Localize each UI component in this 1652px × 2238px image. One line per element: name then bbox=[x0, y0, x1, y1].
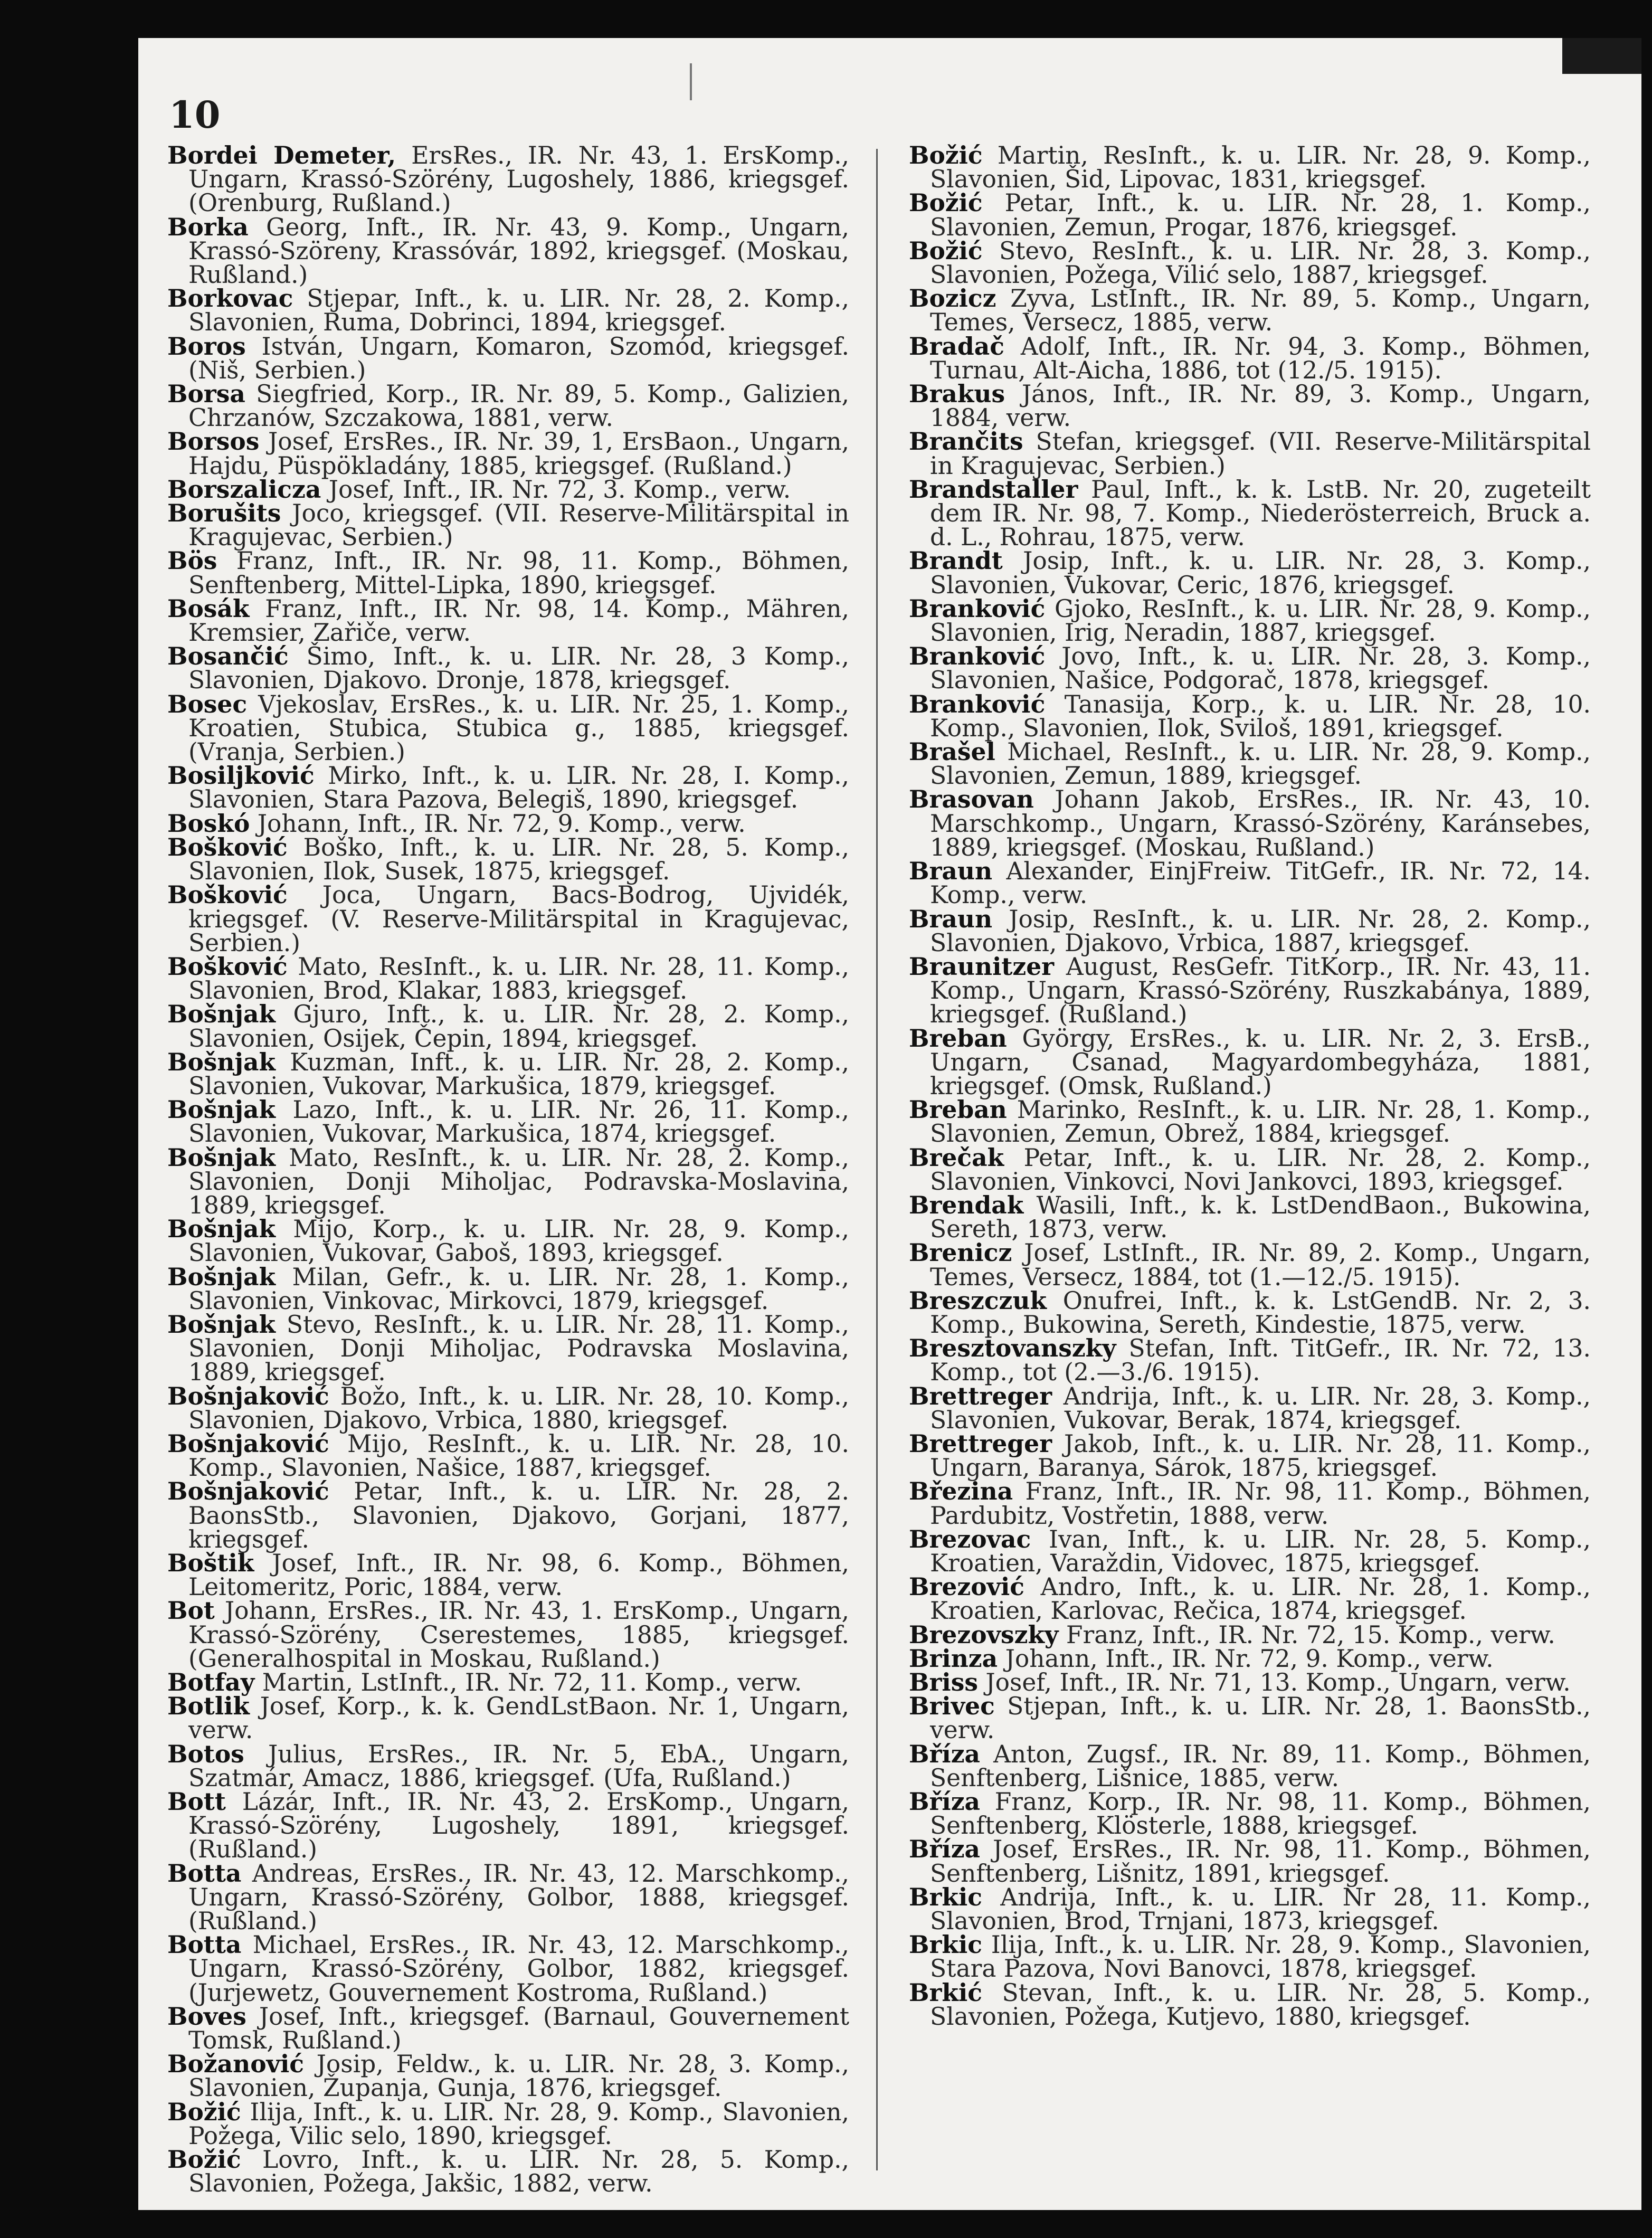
list-entry bbox=[909, 1882, 1591, 1936]
entry-details: Wasili, Inft., k. k. LstDendBaon., Bukowina, Sereth, 1873, verw. bbox=[930, 1191, 1591, 1244]
entry-surname: Bošnjak bbox=[167, 1000, 276, 1029]
list-entry bbox=[167, 832, 849, 886]
entry-surname: Breban bbox=[909, 1023, 1007, 1052]
list-entry bbox=[167, 642, 849, 695]
entry-surname: Botta bbox=[167, 1858, 242, 1888]
entry-details: Lázár, Inft., IR. Nr. 43, 2. ErsKomp., Ungarn, Krassó-Szörény, Lugoshely, 1891, kriegsgef. (Rußland.) bbox=[188, 1788, 849, 1864]
entry-details: Andrija, Inft., k. u. LIR. Nr. 28, 3. Komp., Slavonien, Vukovar, Berak, 1874, kriegsgef. bbox=[930, 1382, 1591, 1434]
list-entry bbox=[909, 1023, 1591, 1100]
list-entry bbox=[167, 1787, 849, 1864]
entry-details: Jakob, Inft., k. u. LIR. Nr. 28, 11. Komp., Ungarn, Baranya, Sárok, 1875, kriegsgef. bbox=[930, 1429, 1591, 1482]
list-entry bbox=[909, 1739, 1591, 1792]
entry-surname: Brasovan bbox=[909, 785, 1034, 814]
entry-details: Josef, Inft., IR. Nr. 98, 6. Komp., Böhmen, Leitomeritz, Poric, 1884, verw. bbox=[188, 1549, 849, 1601]
list-entry bbox=[167, 880, 849, 957]
entry-surname: Botos bbox=[167, 1739, 244, 1768]
entry-surname: Bříza bbox=[909, 1835, 981, 1864]
entry-surname: Bozicz bbox=[909, 284, 996, 313]
entry-surname: Boskó bbox=[167, 809, 250, 838]
entry-surname: Braunitzer bbox=[909, 952, 1055, 981]
entry-surname: Bošković bbox=[167, 832, 288, 861]
list-entry bbox=[167, 141, 849, 217]
entry-surname: Boštik bbox=[167, 1548, 254, 1577]
entry-surname: Božić bbox=[909, 236, 983, 265]
list-entry bbox=[909, 382, 1591, 430]
entry-details: János, Inft., IR. Nr. 89, 3. Komp., Ungarn, 1884, verw. bbox=[930, 380, 1591, 432]
list-entry bbox=[167, 689, 849, 766]
list-entry bbox=[909, 1620, 1591, 1649]
entry-details: Stevo, ResInft., k. u. LIR. Nr. 28, 11. Komp., Slavonien, Donji Miholjac, Podravska Moslavina, 1889, kriegsgef. bbox=[188, 1310, 849, 1387]
list-entry bbox=[167, 1262, 849, 1315]
entry-details: Josef, ErsRes., IR. Nr. 98, 11. Komp., Böhmen, Senftenberg, Lišnitz, 1891, kriegsgef. bbox=[930, 1835, 1591, 1888]
list-entry bbox=[909, 1143, 1591, 1196]
entry-details: Božo, Inft., k. u. LIR. Nr. 28, 10. Komp., Slavonien, Djakovo, Vrbica, 1880, kriegsgef. bbox=[188, 1382, 849, 1434]
entry-surname: Bosiljković bbox=[167, 761, 315, 790]
entry-surname: Bös bbox=[167, 546, 217, 575]
entry-surname: Brkić bbox=[909, 1978, 982, 2007]
entry-details: Franz, Inft., IR. Nr. 72, 15. Komp., verw. bbox=[1066, 1620, 1555, 1649]
entry-surname: Bošnjak bbox=[167, 1262, 276, 1291]
list-entry bbox=[167, 1047, 849, 1100]
entry-details: Mijo, ResInft., k. u. LIR. Nr. 28, 10. Komp., Slavonien, Našice, 1887, kriegsgef. bbox=[188, 1429, 849, 1482]
list-entry bbox=[167, 1002, 849, 1050]
list-entry bbox=[167, 1548, 849, 1601]
entry-details: Mato, ResInft., k. u. LIR. Nr. 28, 11. Komp., Slavonien, Brod, Klakar, 1883, kriegsgef. bbox=[188, 952, 849, 1005]
column-divider bbox=[876, 149, 878, 2170]
entry-details: György, ErsRes., k. u. LIR. Nr. 2, 3. ErsB., Ungarn, Csanad, Magyardombegyháza, 1881, kriegsgef. (Omsk, Rußland.) bbox=[930, 1024, 1591, 1100]
entry-surname: Bosec bbox=[167, 689, 248, 718]
entry-details: Josef, Inft., IR. Nr. 71, 13. Komp., Ungarn, verw. bbox=[985, 1668, 1571, 1696]
list-entry bbox=[909, 785, 1591, 861]
entry-surname: Bošnjaković bbox=[167, 1477, 329, 1506]
entry-details: Michael, ResInft., k. u. LIR. Nr. 28, 9. Komp., Slavonien, Zemun, 1889, kriegsgef. bbox=[930, 738, 1591, 790]
list-entry bbox=[167, 1381, 849, 1434]
entry-details: Stjepar, Inft., k. u. LIR. Nr. 28, 2. Komp., Slavonien, Ruma, Dobrinci, 1894, kriegsgef. bbox=[188, 285, 849, 337]
entry-surname: Bosančić bbox=[167, 642, 289, 671]
entry-surname: Bošnjak bbox=[167, 1095, 276, 1124]
entry-details: Jovo, Inft., k. u. LIR. Nr. 28, 3. Komp., Slavonien, Našice, Podgorač, 1878, kriegsgef. bbox=[930, 642, 1591, 695]
entry-details: Johann, ErsRes., IR. Nr. 43, 1. ErsKomp., Ungarn, Krassó-Szörény, Cserestemes, 1885, kriegsgef. (Generalhospital in Moskau, Rußland.) bbox=[188, 1597, 849, 1673]
entry-surname: Borsos bbox=[167, 427, 260, 456]
entry-details: Josef, ErsRes., IR. Nr. 39, 1, ErsBaon., Ungarn, Hajdu, Püspökladány, 1885, kriegsgef. (Rußland.) bbox=[188, 428, 849, 480]
list-entry bbox=[167, 1310, 849, 1387]
list-entry bbox=[909, 1477, 1591, 1530]
entry-details: Andro, Inft., k. u. LIR. Nr. 28, 1. Komp., Kroatien, Karlovac, Rečica, 1874, kriegsgef. bbox=[930, 1573, 1591, 1625]
entry-surname: Bordei Demeter, bbox=[167, 141, 396, 169]
list-entry bbox=[909, 1334, 1591, 1387]
list-entry bbox=[167, 284, 849, 337]
entry-surname: Bošnjaković bbox=[167, 1381, 329, 1410]
list-entry bbox=[167, 2052, 849, 2100]
list-entry bbox=[167, 1668, 849, 1696]
entry-details: Josef, Inft., IR. Nr. 72, 3. Komp., verw. bbox=[328, 475, 791, 504]
list-entry bbox=[167, 475, 849, 504]
entry-details: Stefan, kriegsgef. (VII. Reserve-Militärspital in Kragujevac, Serbien.) bbox=[930, 428, 1591, 480]
list-entry bbox=[909, 689, 1591, 742]
list-entry bbox=[909, 1190, 1591, 1244]
list-entry bbox=[909, 904, 1591, 957]
list-entry bbox=[909, 642, 1591, 695]
entry-details: Paul, Inft., k. k. LstB. Nr. 20, zugeteilt dem IR. Nr. 98, 7. Komp., Niederösterreich, Bruck a. d. L., Rohrau, 1875, verw. bbox=[930, 475, 1591, 552]
entry-surname: Brinza bbox=[909, 1644, 998, 1673]
entry-surname: Božić bbox=[167, 2145, 241, 2174]
list-entry bbox=[167, 1930, 849, 2007]
entry-surname: Brivec bbox=[909, 1692, 995, 1721]
entry-surname: Bosák bbox=[167, 594, 250, 623]
entry-details: Johann Jakob, ErsRes., IR. Nr. 43, 10. Marschkomp., Ungarn, Krassó-Szörény, Karánsebes, 1889, kriegsgef. (Moskau, Rußland.) bbox=[930, 785, 1591, 861]
entry-details: Boško, Inft., k. u. LIR. Nr. 28, 5. Komp., Slavonien, Ilok, Susek, 1875, kriegsgef. bbox=[188, 833, 849, 886]
list-entry bbox=[167, 427, 849, 480]
list-entry bbox=[909, 1930, 1591, 1983]
entry-details: Franz, Korp., IR. Nr. 98, 11. Komp., Böhmen, Senftenberg, Klösterle, 1888, kriegsgef. bbox=[930, 1788, 1591, 1840]
list-entry bbox=[909, 1286, 1591, 1339]
entry-surname: Branković bbox=[909, 689, 1046, 718]
scan-mark bbox=[690, 63, 692, 100]
entry-details: Ilija, Inft., k. u. LIR. Nr. 28, 9. Komp., Slavonien, Stara Pazova, Novi Banovci, 1878, kriegsgef. bbox=[930, 1931, 1591, 1983]
page-number: 10 bbox=[169, 93, 221, 137]
entry-surname: Brenicz bbox=[909, 1238, 1012, 1267]
entry-surname: Borszalicza bbox=[167, 475, 321, 504]
entry-surname: Brečak bbox=[909, 1143, 1004, 1172]
entry-details: Tanasija, Korp., k. u. LIR. Nr. 28, 10. Komp., Slavonien, Ilok, Sviloš, 1891, kriegsgef. bbox=[930, 690, 1591, 742]
list-entry bbox=[167, 1143, 850, 1219]
left-column bbox=[167, 141, 850, 2198]
entry-surname: Brendak bbox=[909, 1190, 1024, 1219]
entry-surname: Breszczuk bbox=[909, 1286, 1047, 1315]
list-entry bbox=[909, 1572, 1591, 1625]
list-entry bbox=[167, 761, 850, 814]
entry-surname: Bošković bbox=[167, 952, 288, 981]
entry-details: Petar, Inft., k. u. LIR. Nr. 28, 2. Komp., Slavonien, Vinkovci, Novi Jankovci, 1893, kriegsgef. bbox=[930, 1143, 1591, 1196]
entry-surname: Boros bbox=[167, 331, 246, 361]
entry-surname: Brezovac bbox=[909, 1524, 1031, 1553]
entry-surname: Brašel bbox=[909, 737, 995, 766]
list-entry bbox=[909, 1644, 1591, 1673]
entry-surname: Branković bbox=[909, 594, 1046, 623]
list-entry bbox=[909, 952, 1591, 1029]
entry-surname: Bresztovanszky bbox=[909, 1334, 1116, 1363]
list-entry bbox=[167, 1596, 849, 1673]
entry-details: Josip, Inft., k. u. LIR. Nr. 28, 3. Komp., Slavonien, Vukovar, Ceric, 1876, kriegsgef. bbox=[930, 547, 1591, 599]
entry-surname: Branković bbox=[909, 642, 1046, 671]
entry-details: Stevan, Inft., k. u. LIR. Nr. 28, 5. Komp., Slavonien, Požega, Kutjevo, 1880, kriegsgef. bbox=[930, 1978, 1591, 2031]
list-entry bbox=[909, 331, 1591, 384]
list-entry bbox=[167, 499, 849, 552]
list-entry bbox=[167, 1095, 849, 1148]
entry-surname: Bošnjak bbox=[167, 1215, 276, 1244]
list-entry bbox=[909, 1787, 1591, 1840]
entry-details: Johann, Inft., IR. Nr. 72, 9. Komp., verw. bbox=[257, 809, 746, 838]
list-entry bbox=[167, 546, 849, 599]
entry-surname: Bošnjak bbox=[167, 1047, 276, 1076]
list-entry bbox=[909, 1835, 1591, 1888]
entry-details: Zyva, LstInft., IR. Nr. 89, 5. Komp., Ungarn, Temes, Versecz, 1885, verw. bbox=[930, 285, 1591, 337]
entry-details: Kuzman, Inft., k. u. LIR. Nr. 28, 2. Komp., Slavonien, Vukovar, Markušica, 1879, kriegsgef. bbox=[188, 1048, 849, 1100]
entry-surname: Brandt bbox=[909, 546, 1003, 575]
entry-surname: Brezovszky bbox=[909, 1620, 1059, 1649]
entry-details: Stevo, ResInft., k. u. LIR. Nr. 28, 3. Komp., Slavonien, Požega, Vilić selo, 1887, kriegsgef. bbox=[930, 236, 1591, 289]
entry-surname: Brettreger bbox=[909, 1429, 1052, 1458]
list-entry bbox=[167, 2097, 850, 2150]
list-entry bbox=[909, 546, 1591, 599]
entry-details: Anton, Zugsf., IR. Nr. 89, 11. Komp., Böhmen, Senftenberg, Lišnice, 1885, verw. bbox=[930, 1740, 1591, 1792]
entry-details: Ivan, Inft., k. u. LIR. Nr. 28, 5. Komp., Kroatien, Varaždin, Vidovec, 1875, kriegsgef. bbox=[930, 1525, 1591, 1577]
list-entry bbox=[909, 1694, 1591, 1742]
list-entry bbox=[167, 1477, 849, 1553]
entry-details: István, Ungarn, Komaron, Szomód, kriegsgef. (Niš, Serbien.) bbox=[188, 332, 850, 384]
entry-surname: Braun bbox=[909, 857, 993, 886]
list-entry bbox=[909, 188, 1591, 241]
entry-details: Franz, Inft., IR. Nr. 98, 14. Komp., Mähren, Kremsier, Zařiče, verw. bbox=[188, 594, 849, 647]
entry-details: Lovro, Inft., k. u. LIR. Nr. 28, 5. Komp., Slavonien, Požega, Jakšic, 1882, verw. bbox=[188, 2146, 849, 2198]
entry-surname: Briss bbox=[909, 1668, 978, 1696]
list-entry bbox=[909, 594, 1591, 647]
entry-surname: Bot bbox=[167, 1596, 215, 1625]
right-column bbox=[909, 141, 1591, 2031]
list-entry bbox=[167, 382, 849, 430]
entry-surname: Brakus bbox=[909, 380, 1005, 409]
entry-details: Marinko, ResInft., k. u. LIR. Nr. 28, 1. Komp., Slavonien, Zemun, Obrež, 1884, kriegsgef. bbox=[930, 1096, 1591, 1148]
entry-details: Josef, Korp., k. k. GendLstBaon. Nr. 1, Ungarn, verw. bbox=[188, 1692, 849, 1744]
list-entry bbox=[167, 952, 849, 1005]
list-entry bbox=[909, 1095, 1591, 1148]
list-entry bbox=[167, 2002, 849, 2055]
entry-details: Andrija, Inft., k. u. LIR. Nr 28, 11. Komp., Slavonien, Brod, Trnjani, 1873, kriegsgef. bbox=[930, 1883, 1591, 1936]
entry-details: Vjekoslav, ErsRes., k. u. LIR. Nr. 25, 1. Komp., Kroatien, Stubica, Stubica g., 1885, kriegsgef. (Vranja, Serbien.) bbox=[188, 690, 849, 766]
entry-surname: Borka bbox=[167, 212, 249, 241]
document-page bbox=[138, 38, 1641, 2210]
list-entry bbox=[909, 236, 1591, 289]
entry-details: Gjuro, Inft., k. u. LIR. Nr. 28, 2. Komp., Slavonien, Osijek, Čepin, 1894, kriegsgef. bbox=[188, 1000, 849, 1052]
entry-details: Michael, ErsRes., IR. Nr. 43, 12. Marschkomp., Ungarn, Krassó-Szörény, Golbor, 1882, kriegsgef. (Jurjewetz, Gouvernement Kostroma, Rußland.) bbox=[188, 1931, 849, 2007]
list-entry bbox=[909, 1238, 1591, 1291]
entry-details: Lazo, Inft., k. u. LIR. Nr. 26, 11. Komp., Slavonien, Vukovar, Markušica, 1874, kriegsgef. bbox=[188, 1096, 849, 1148]
entry-surname: Brkic bbox=[909, 1882, 982, 1911]
list-entry bbox=[909, 475, 1591, 552]
entry-details: Julius, ErsRes., IR. Nr. 5, EbA., Ungarn, Szatmár, Amacz, 1886, kriegsgef. (Ufa, Rußland.) bbox=[188, 1740, 849, 1792]
entry-surname: Brančits bbox=[909, 427, 1023, 456]
list-entry bbox=[167, 2145, 849, 2198]
list-entry bbox=[909, 1668, 1591, 1696]
entry-details: Josip, ResInft., k. u. LIR. Nr. 28, 2. Komp., Slavonien, Djakovo, Vrbica, 1887, kriegsgef. bbox=[930, 905, 1591, 957]
entry-surname: Bříza bbox=[909, 1787, 981, 1816]
entry-details: Stjepan, Inft., k. u. LIR. Nr. 28, 1. BaonsStb., verw. bbox=[930, 1692, 1591, 1744]
entry-surname: Borušits bbox=[167, 499, 281, 528]
entry-details: Onufrei, Inft., k. k. LstGendB. Nr. 2, 3. Komp., Bukowina, Sereth, Kindestie, 1875, verw. bbox=[930, 1286, 1591, 1339]
list-entry bbox=[167, 1429, 849, 1482]
entry-details: Stefan, Inft. TitGefr., IR. Nr. 72, 13. Komp., tot (2.—3./6. 1915). bbox=[930, 1334, 1591, 1387]
entry-surname: Bošnjaković bbox=[167, 1429, 329, 1458]
entry-details: August, ResGefr. TitKorp., IR. Nr. 43, 11. Komp., Ungarn, Krassó-Szörény, Ruszkabánya, 1889, kriegsgef. (Rußland.) bbox=[930, 952, 1591, 1029]
list-entry bbox=[909, 284, 1591, 337]
entry-details: Mato, ResInft., k. u. LIR. Nr. 28, 2. Komp., Slavonien, Donji Miholjac, Podravska-Moslavina, 1889, kriegsgef. bbox=[188, 1143, 850, 1219]
list-entry bbox=[167, 1217, 849, 1265]
entry-surname: Borsa bbox=[167, 380, 245, 409]
entry-details: Josef, Inft., kriegsgef. (Barnaul, Gouvernement Tomsk, Rußland.) bbox=[188, 2002, 849, 2055]
entry-details: Josip, Feldw., k. u. LIR. Nr. 28, 3. Komp., Slavonien, Županja, Gunja, 1876, kriegsgef. bbox=[188, 2050, 849, 2102]
entry-details: Georg, Inft., IR. Nr. 43, 9. Komp., Ungarn, Krassó-Szöreny, Krassóvár, 1892, kriegsgef. (Moskau, Rußland.) bbox=[188, 213, 849, 289]
entry-details: Andreas, ErsRes., IR. Nr. 43, 12. Marschkomp., Ungarn, Krassó-Szörény, Golbor, 1888, kriegsgef. (Rußland.) bbox=[188, 1859, 849, 1936]
entry-surname: Bošnjak bbox=[167, 1143, 276, 1172]
entry-surname: Božić bbox=[909, 188, 983, 217]
entry-details: Petar, Inft., k. u. LIR. Nr. 28, 1. Komp., Slavonien, Zemun, Progar, 1876, kriegsgef. bbox=[930, 189, 1591, 241]
entry-surname: Braun bbox=[909, 904, 993, 933]
entry-details: Martin, LstInft., IR. Nr. 72, 11. Komp., verw. bbox=[262, 1668, 802, 1696]
entry-surname: Brezović bbox=[909, 1572, 1024, 1601]
entry-surname: Božanović bbox=[167, 2050, 304, 2079]
entry-surname: Bott bbox=[167, 1787, 226, 1816]
entry-surname: Brkic bbox=[909, 1930, 982, 1959]
entry-surname: Březina bbox=[909, 1477, 1013, 1506]
list-entry bbox=[167, 331, 850, 384]
entry-details: Martin, ResInft., k. u. LIR. Nr. 28, 9. Komp., Slavonien, Šid, Lipovac, 1831, kriegsgef. bbox=[930, 141, 1591, 194]
list-entry bbox=[909, 1524, 1591, 1577]
entry-surname: Bošnjak bbox=[167, 1310, 276, 1339]
entry-surname: Božić bbox=[167, 2097, 241, 2126]
scan-edge-shadow bbox=[1562, 38, 1641, 74]
list-entry bbox=[909, 1429, 1591, 1482]
entry-details: Šimo, Inft., k. u. LIR. Nr. 28, 3 Komp., Slavonien, Djakovo. Dronje, 1878, kriegsgef. bbox=[188, 642, 849, 695]
entry-details: Petar, Inft., k. u. LIR. Nr. 28, 2. BaonsStb., Slavonien, Djakovo, Gorjani, 1877, kriegsgef. bbox=[188, 1477, 849, 1553]
entry-surname: Breban bbox=[909, 1095, 1007, 1124]
list-entry bbox=[167, 1694, 849, 1742]
entry-surname: Brandstaller bbox=[909, 475, 1078, 504]
list-entry bbox=[909, 427, 1591, 480]
entry-surname: Bříza bbox=[909, 1739, 981, 1768]
entry-surname: Borkovac bbox=[167, 284, 293, 313]
entry-surname: Božić bbox=[909, 141, 983, 169]
entry-details: Gjoko, ResInft., k. u. LIR. Nr. 28, 9. Komp., Slavonien, Irig, Neradin, 1887, kriegsgef. bbox=[930, 594, 1591, 647]
entry-surname: Botfay bbox=[167, 1668, 255, 1696]
entry-details: Adolf, Inft., IR. Nr. 94, 3. Komp., Böhmen, Turnau, Alt-Aicha, 1886, tot (12./5. 1915). bbox=[930, 332, 1591, 384]
entry-details: Milan, Gefr., k. u. LIR. Nr. 28, 1. Komp., Slavonien, Vinkovac, Mirkovci, 1879, kriegsgef. bbox=[188, 1263, 849, 1315]
entry-details: Joco, kriegsgef. (VII. Reserve-Militärspital in Kragujevac, Serbien.) bbox=[188, 499, 849, 552]
entry-surname: Bradač bbox=[909, 331, 1004, 361]
entry-details: Siegfried, Korp., IR. Nr. 89, 5. Komp., Galizien, Chrzanów, Szczakowa, 1881, verw. bbox=[188, 380, 849, 432]
entry-details: Ilija, Inft., k. u. LIR. Nr. 28, 9. Komp., Slavonien, Požega, Vilic selo, 1890, kriegsgef. bbox=[188, 2098, 850, 2150]
entry-details: Johann, Inft., IR. Nr. 72, 9. Komp., verw. bbox=[1005, 1644, 1494, 1673]
entry-details: Joca, Ungarn, Bacs-Bodrog, Ujvidék, kriegsgef. (V. Reserve-Militärspital in Kragujevac, Serbien.) bbox=[188, 881, 849, 957]
entry-surname: Botta bbox=[167, 1930, 242, 1959]
entry-details: Franz, Inft., IR. Nr. 98, 11. Komp., Böhmen, Pardubitz, Vostřetin, 1888, verw. bbox=[930, 1477, 1591, 1530]
entry-details: Mijo, Korp., k. u. LIR. Nr. 28, 9. Komp., Slavonien, Vukovar, Gaboš, 1893, kriegsgef. bbox=[188, 1215, 849, 1267]
list-entry bbox=[909, 737, 1591, 790]
entry-details: Franz, Inft., IR. Nr. 98, 11. Komp., Böhmen, Senftenberg, Mittel-Lipka, 1890, kriegsgef. bbox=[188, 547, 849, 599]
list-entry bbox=[909, 141, 1591, 194]
entry-details: Mirko, Inft., k. u. LIR. Nr. 28, I. Komp., Slavonien, Stara Pazova, Belegiš, 1890, kriegsgef. bbox=[188, 762, 850, 814]
entry-details: Alexander, EinjFreiw. TitGefr., IR. Nr. 72, 14. Komp., verw. bbox=[930, 857, 1591, 909]
entry-surname: Brettreger bbox=[909, 1381, 1052, 1410]
entry-surname: Boves bbox=[167, 2002, 246, 2031]
list-entry bbox=[167, 594, 849, 647]
list-entry bbox=[909, 1381, 1591, 1434]
list-entry bbox=[167, 809, 849, 838]
entry-details: Josef, LstInft., IR. Nr. 89, 2. Komp., Ungarn, Temes, Versecz, 1884, tot (1.—12./5. 1915). bbox=[930, 1239, 1591, 1291]
list-entry bbox=[167, 1858, 849, 1936]
list-entry bbox=[909, 859, 1591, 907]
list-entry bbox=[167, 212, 849, 289]
entry-surname: Botlik bbox=[167, 1692, 250, 1721]
list-entry bbox=[909, 1978, 1591, 2031]
entry-surname: Bošković bbox=[167, 880, 288, 909]
list-entry bbox=[167, 1739, 849, 1792]
entry-details: ErsRes., IR. Nr. 43, 1. ErsKomp., Ungarn, Krassó-Szörény, Lugoshely, 1886, kriegsgef. (Orenburg, Rußland.) bbox=[188, 141, 849, 217]
